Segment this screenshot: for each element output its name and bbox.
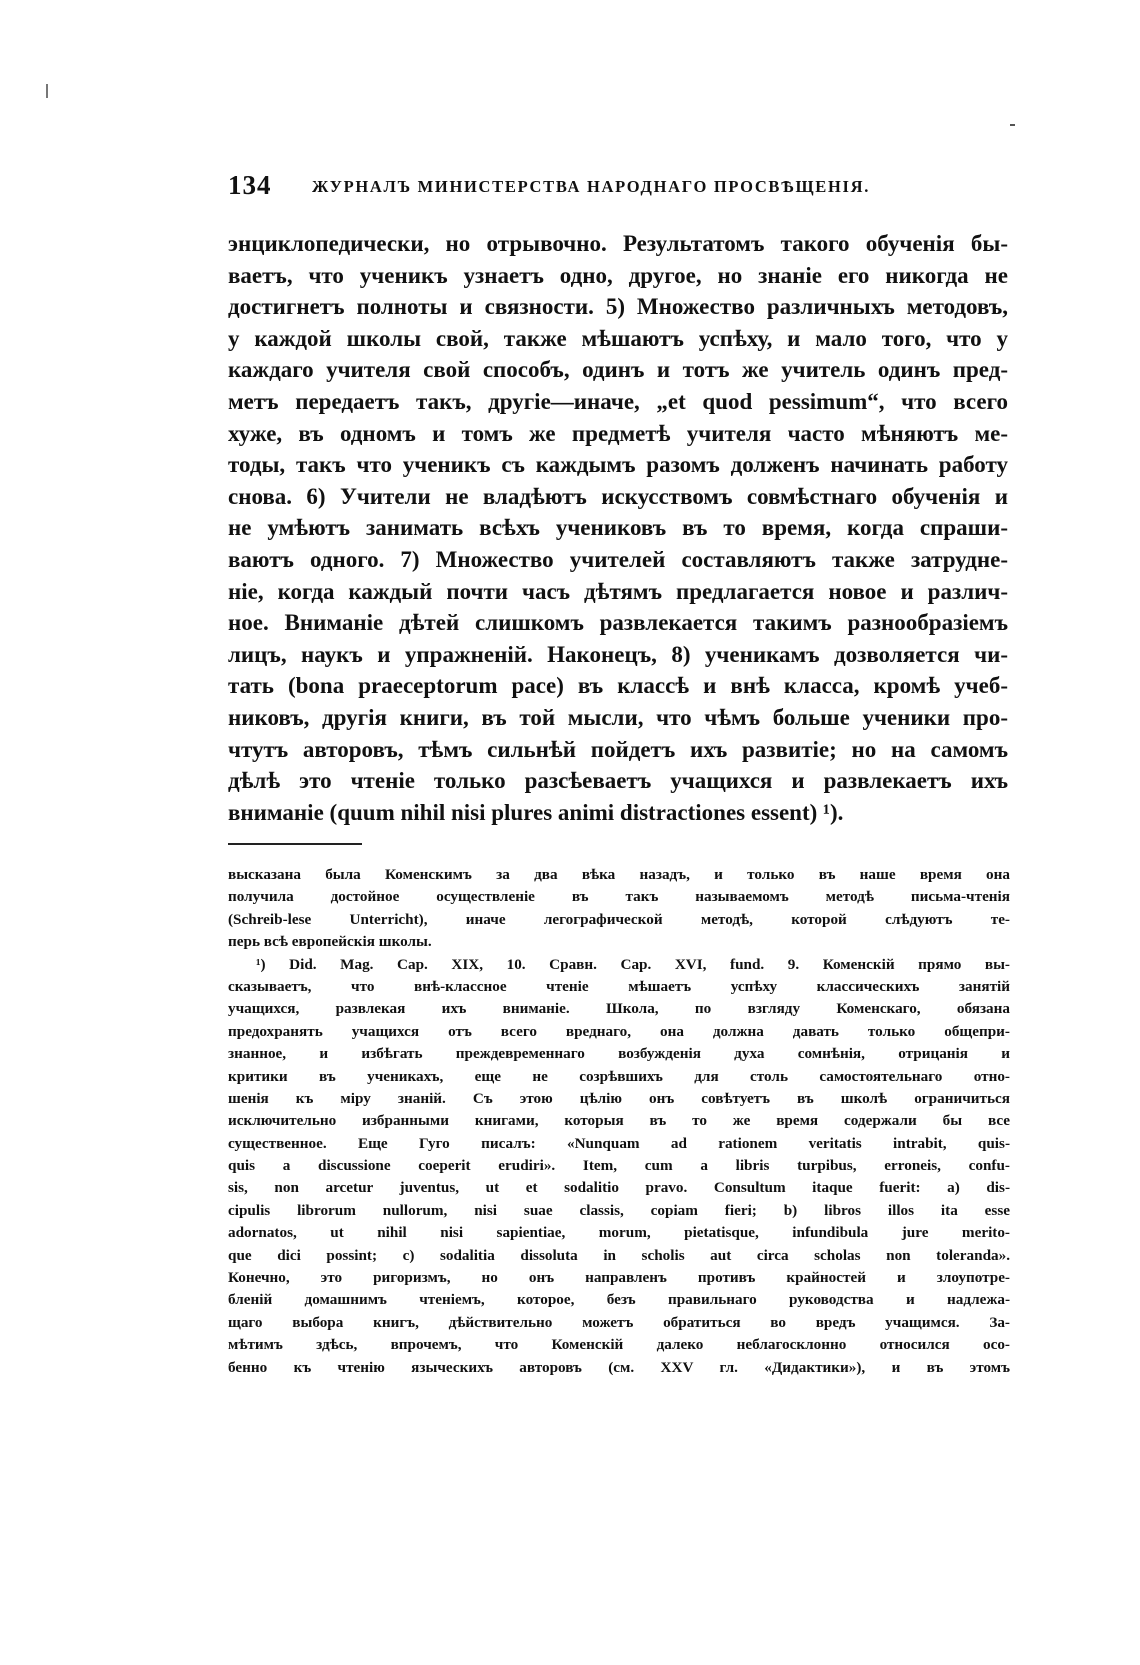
text-line: энциклопедически, но отрывочно. Результатомъ такого обученія бы- bbox=[228, 231, 1008, 256]
corner-dot bbox=[1010, 124, 1015, 126]
footnote-line: cipulis librorum nullorum, nisi suae classis, copiam fieri; b) libros illos ita esse bbox=[228, 1201, 1010, 1219]
footnote-line: перь всѣ европейскія школы. bbox=[228, 933, 432, 951]
page-number: 134 bbox=[228, 170, 272, 200]
main-text bbox=[228, 228, 1008, 828]
footnote-line: существенное. Еще Гуго писалъ: «Nunquam ad rationem veritatis intrabit, quis- bbox=[228, 1134, 1010, 1152]
footnote-line: знанное, и избѣгать преждевременнаго возбужденія духа сомнѣнія, отрицанія и bbox=[228, 1045, 1010, 1063]
text-line: каждаго учителя свой способъ, одинъ и тотъ же учитель одинъ пред- bbox=[228, 357, 1008, 383]
footnote-line: бленій домашнимъ чтеніемъ, которое, безъ правильнаго руководства и надлежа- bbox=[228, 1291, 1010, 1309]
text-line: метъ передаетъ такъ, другіе—иначе, „et quod pessimum“, что всего bbox=[228, 388, 1008, 414]
footnote-line: высказана была Коменскимъ за два вѣка назадъ, и только въ наше время она bbox=[228, 866, 1010, 883]
text-line: ваетъ, что ученикъ узнаетъ одно, другое, но знаніе его никогда не bbox=[228, 262, 1008, 288]
text-line: тать (bona praeceptorum pace) въ классѣ и внѣ класса, кромѣ учеб- bbox=[228, 673, 1008, 699]
footnote-line: Конечно, это ригоризмъ, но онъ направленъ противъ крайностей и злоупотре- bbox=[228, 1269, 1010, 1287]
text-line: у каждой школы свой, также мѣшаютъ успѣху, и мало того, что у bbox=[228, 325, 1008, 351]
footnote-line: quis a discussione coeperit erudiri». Item, cum a libris turpibus, erroneis, confu- bbox=[228, 1157, 1010, 1175]
footnote-line: щаго выбора книгъ, дѣйствительно можетъ обратиться во вредъ учащимся. За- bbox=[228, 1313, 1010, 1331]
page-header bbox=[228, 170, 1018, 200]
footnote-line: предохранять учащихся отъ всего вреднаго, она должна давать только общепри- bbox=[228, 1022, 1010, 1040]
text-line: не умѣютъ занимать всѣхъ учениковъ въ то время, когда спраши- bbox=[228, 515, 1008, 541]
footnotes bbox=[228, 864, 1010, 1379]
footnote-line: sis, non arcetur juventus, ut et sodalitio pravo. Consultum itaque fuerit: a) dis- bbox=[228, 1179, 1010, 1197]
text-line: ное. Вниманіе дѣтей слишкомъ развлекается такимъ разнообразіемъ bbox=[228, 610, 1008, 636]
footnote-line: бенно къ чтенію языческихъ авторовъ (см. XXV гл. «Дидактики»), и въ этомъ bbox=[228, 1358, 1010, 1376]
footnote-line: сказываетъ, что внѣ-классное чтеніе мѣшаетъ успѣху классическихъ занятій bbox=[228, 977, 1010, 995]
footnote-line: мѣтимъ здѣсь, впрочемъ, что Коменскій далеко неблагосклонно относился осо- bbox=[228, 1336, 1010, 1354]
text-line: достигнетъ полноты и связности. 5) Множество различныхъ методовъ, bbox=[228, 294, 1008, 320]
text-line: вниманіе (quum nihil nisi plures animi distractiones essent) ¹). bbox=[228, 799, 844, 825]
text-line: ваютъ одного. 7) Множество учителей составляютъ также затрудне- bbox=[228, 546, 1008, 572]
text-line: чтутъ авторовъ, тѣмъ сильнѣй пойдетъ ихъ развитіе; но на самомъ bbox=[228, 736, 1008, 762]
footnote-line: учащихся, развлекая ихъ вниманіе. Школа, по взгляду Коменскаго, обязана bbox=[228, 1000, 1010, 1018]
footnote-line: ¹) Did. Mag. Cap. XIX, 10. Сравн. Cap. XVI, fund. 9. Коменскій прямо вы- bbox=[256, 955, 1010, 973]
footnote-line: получила достойное осуществленіе въ такъ называемомъ методѣ письма-чтенія bbox=[228, 888, 1010, 906]
footnote-line: шенія къ міру знаній. Съ этою цѣлію онъ совѣтуетъ въ школѣ ограничиться bbox=[228, 1089, 1010, 1107]
text-line: лицъ, наукъ и упражненій. Наконецъ, 8) ученикамъ дозволяется чи- bbox=[228, 641, 1008, 667]
footnote-line: критики въ ученикахъ, еще не созрѣвшихъ для столь самостоятельнаго отно- bbox=[228, 1067, 1010, 1085]
footnote-divider bbox=[228, 843, 362, 845]
text-line: никовъ, другія книги, въ той мысли, что чѣмъ больше ученики про- bbox=[228, 704, 1008, 730]
margin-mark bbox=[46, 84, 48, 98]
footnote-line: (Schreib-lese Unterricht), иначе легографической методѣ, которой слѣдуютъ те- bbox=[228, 910, 1010, 928]
footnote-line: que dici possint; c) sodalitia dissoluta in scholis aut circa scholas non toleranda». bbox=[228, 1246, 1010, 1264]
running-head: ЖУРНАЛЪ МИНИСТЕРСТВА НАРОДНАГО ПРОСВѢЩЕНІЯ. bbox=[312, 177, 871, 196]
text-line: дѣлѣ это чтеніе только разсѣеваетъ учащихся и развлекаетъ ихъ bbox=[228, 768, 1008, 794]
footnote-line: adornatos, ut nihil nisi sapientiae, morum, pietatisque, infundibula jure merito- bbox=[228, 1224, 1010, 1242]
text-line: тоды, такъ что ученикъ съ каждымъ разомъ долженъ начинать работу bbox=[228, 452, 1008, 478]
text-line: хуже, въ одномъ и томъ же предметѣ учителя часто мѣняютъ ме- bbox=[228, 420, 1008, 446]
text-line: ніе, когда каждый почти часъ дѣтямъ предлагается новое и различ- bbox=[228, 578, 1008, 604]
text-line: снова. 6) Учители не владѣютъ искусствомъ совмѣстнаго обученія и bbox=[228, 483, 1008, 509]
footnote-line: исключительно избранными книгами, которыя въ то же время содержали бы все bbox=[228, 1112, 1010, 1130]
